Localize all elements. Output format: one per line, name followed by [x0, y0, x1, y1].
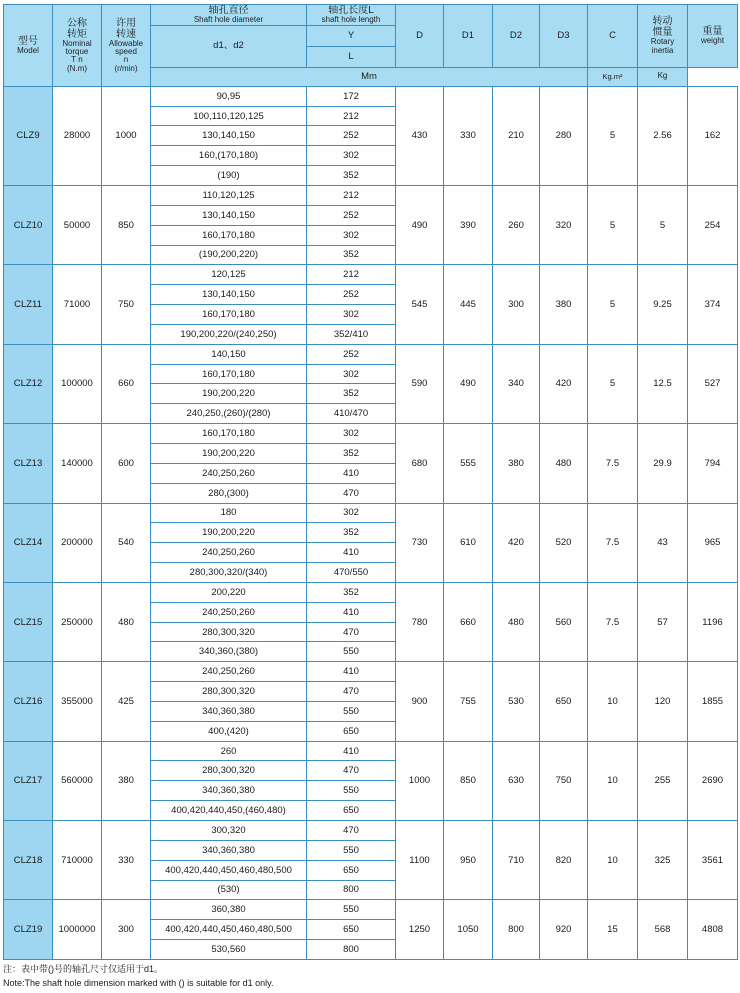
weight-cell: 254 — [688, 186, 738, 265]
D1-cell: 330 — [444, 86, 493, 185]
shaft-diameter-cell: 400,420,440,450,460,480,500 — [151, 920, 307, 940]
D-cell: 1250 — [396, 900, 444, 960]
shaft-diameter-cell: 160,170,180 — [151, 305, 307, 325]
torque-cell: 1000000 — [53, 900, 102, 960]
shaft-length-cell: 302 — [307, 424, 396, 444]
shaft-length-cell: 470 — [307, 682, 396, 702]
table-row — [4, 186, 738, 206]
shaft-length-cell: 550 — [307, 642, 396, 662]
shaft-length-cell: 470 — [307, 622, 396, 642]
shaft-length-cell: 212 — [307, 265, 396, 285]
D2-cell: 380 — [493, 424, 540, 503]
inertia-cell: 120 — [638, 662, 688, 741]
note-en: Note:The shaft hole dimension marked with () is suitable for d1 only. — [3, 978, 274, 988]
model-cell: CLZ12 — [4, 344, 53, 423]
shaft-length-cell: 550 — [307, 781, 396, 801]
shaft-diameter-cell: 280,300,320 — [151, 682, 307, 702]
shaft-diameter-cell: 400,(420) — [151, 721, 307, 741]
shaft-length-cell: 252 — [307, 344, 396, 364]
shaft-length-cell: 352 — [307, 166, 396, 186]
D3-cell: 650 — [540, 662, 588, 741]
inertia-cell: 255 — [638, 741, 688, 820]
length-y-subheader: Y — [307, 25, 396, 46]
D3-cell: 420 — [540, 344, 588, 423]
shaft-length-cell: 470 — [307, 761, 396, 781]
shaft-length-cell: 212 — [307, 106, 396, 126]
shaft-diameter-cell: 280,(300) — [151, 483, 307, 503]
table-row — [4, 662, 738, 682]
D2-cell: 800 — [493, 900, 540, 960]
D1-cell: 950 — [444, 821, 493, 900]
shaft-length-cell: 302 — [307, 305, 396, 325]
weight-cell: 162 — [688, 86, 738, 185]
shaft-diameter-cell: 280,300,320 — [151, 761, 307, 781]
torque-cell: 71000 — [53, 265, 102, 344]
D3-cell: 750 — [540, 741, 588, 820]
col-D-header: D — [396, 5, 444, 68]
shaft-length-cell: 410 — [307, 662, 396, 682]
shaft-diameter-cell: 240,250,(260)/(280) — [151, 404, 307, 424]
D1-cell: 490 — [444, 344, 493, 423]
unit-inertia: Kg.m² — [588, 67, 638, 86]
shaft-length-cell: 550 — [307, 840, 396, 860]
D-cell: 730 — [396, 503, 444, 582]
D-cell: 1000 — [396, 741, 444, 820]
shaft-diameter-cell: 280,300,320/(340) — [151, 563, 307, 583]
D-cell: 590 — [396, 344, 444, 423]
model-cell: CLZ10 — [4, 186, 53, 265]
speed-cell: 300 — [102, 900, 151, 960]
D3-cell: 380 — [540, 265, 588, 344]
shaft-diameter-cell: 280,300,320 — [151, 622, 307, 642]
shaft-diameter-cell: 300,320 — [151, 821, 307, 841]
inertia-cell: 29.9 — [638, 424, 688, 503]
shaft-diameter-cell: 160,170,180 — [151, 364, 307, 384]
table-row — [4, 503, 738, 523]
C-cell: 15 — [588, 900, 638, 960]
D2-cell: 420 — [493, 503, 540, 582]
shaft-length-cell: 800 — [307, 940, 396, 960]
col-D3-header: D3 — [540, 5, 588, 68]
weight-cell: 1196 — [688, 582, 738, 661]
torque-cell: 250000 — [53, 582, 102, 661]
D-cell: 545 — [396, 265, 444, 344]
shaft-length-cell: 550 — [307, 701, 396, 721]
D2-cell: 340 — [493, 344, 540, 423]
weight-cell: 527 — [688, 344, 738, 423]
shaft-length-cell: 650 — [307, 801, 396, 821]
col-speed-header: 许用 转速 Allowable speed n (r/min) — [102, 5, 151, 87]
shaft-diameter-cell: (190,200,220) — [151, 245, 307, 265]
shaft-diameter-cell: 530,560 — [151, 940, 307, 960]
shaft-length-cell: 302 — [307, 146, 396, 166]
shaft-length-cell: 352 — [307, 523, 396, 543]
col-length-header: 轴孔长度L shaft hole length — [307, 5, 396, 26]
col-D1-header: D1 — [444, 5, 493, 68]
D1-cell: 610 — [444, 503, 493, 582]
D3-cell: 520 — [540, 503, 588, 582]
shaft-diameter-cell: 340,360,380 — [151, 701, 307, 721]
shaft-diameter-cell: (190) — [151, 166, 307, 186]
shaft-length-cell: 252 — [307, 285, 396, 305]
table-row — [4, 424, 738, 444]
C-cell: 10 — [588, 741, 638, 820]
shaft-diameter-cell: 400,420,440,450,460,480,500 — [151, 860, 307, 880]
shaft-diameter-cell: 260 — [151, 741, 307, 761]
shaft-diameter-cell: 240,250,260 — [151, 602, 307, 622]
shaft-diameter-cell: 360,380 — [151, 900, 307, 920]
shaft-diameter-cell: 190,200,220/(240,250) — [151, 324, 307, 344]
unit-weight: Kg — [638, 67, 688, 86]
shaft-diameter-cell: 190,200,220 — [151, 384, 307, 404]
shaft-diameter-cell: 240,250,260 — [151, 662, 307, 682]
torque-cell: 355000 — [53, 662, 102, 741]
shaft-length-cell: 410 — [307, 602, 396, 622]
table-notes — [3, 962, 273, 990]
shaft-length-cell: 410 — [307, 463, 396, 483]
D1-cell: 390 — [444, 186, 493, 265]
shaft-diameter-cell: (530) — [151, 880, 307, 900]
shaft-diameter-cell: 400,420,440,450,(460,480) — [151, 801, 307, 821]
D-cell: 900 — [396, 662, 444, 741]
inertia-cell: 57 — [638, 582, 688, 661]
shaft-length-cell: 352 — [307, 582, 396, 602]
shaft-length-cell: 352 — [307, 443, 396, 463]
table-row — [4, 900, 738, 920]
shaft-length-cell: 410 — [307, 741, 396, 761]
shaft-diameter-cell: 120,125 — [151, 265, 307, 285]
shaft-length-cell: 252 — [307, 126, 396, 146]
torque-cell: 560000 — [53, 741, 102, 820]
D1-cell: 445 — [444, 265, 493, 344]
shaft-diameter-cell: 240,250,260 — [151, 543, 307, 563]
torque-cell: 710000 — [53, 821, 102, 900]
speed-cell: 425 — [102, 662, 151, 741]
inertia-cell: 12.5 — [638, 344, 688, 423]
C-cell: 5 — [588, 186, 638, 265]
torque-cell: 200000 — [53, 503, 102, 582]
col-torque-header: 公称 转矩 Nominal torque T n (N.m) — [53, 5, 102, 87]
speed-cell: 850 — [102, 186, 151, 265]
speed-cell: 540 — [102, 503, 151, 582]
shaft-length-cell: 650 — [307, 721, 396, 741]
col-inertia-header: 转动 惯量 Rotary inertia — [638, 5, 688, 68]
D2-cell: 480 — [493, 582, 540, 661]
shaft-length-cell: 352 — [307, 245, 396, 265]
shaft-length-cell: 352 — [307, 384, 396, 404]
table-row — [4, 821, 738, 841]
D2-cell: 630 — [493, 741, 540, 820]
model-cell: CLZ17 — [4, 741, 53, 820]
shaft-length-cell: 470 — [307, 821, 396, 841]
diameter-subheader: d1、d2 — [151, 25, 307, 67]
shaft-length-cell: 302 — [307, 364, 396, 384]
table-row — [4, 265, 738, 285]
shaft-diameter-cell: 160,170,180 — [151, 225, 307, 245]
weight-cell: 374 — [688, 265, 738, 344]
weight-cell: 965 — [688, 503, 738, 582]
speed-cell: 480 — [102, 582, 151, 661]
C-cell: 5 — [588, 344, 638, 423]
speed-cell: 330 — [102, 821, 151, 900]
shaft-diameter-cell: 130,140,150 — [151, 126, 307, 146]
speed-cell: 1000 — [102, 86, 151, 185]
D-cell: 680 — [396, 424, 444, 503]
shaft-diameter-cell: 190,200,220 — [151, 523, 307, 543]
col-C-header: C — [588, 5, 638, 68]
coupling-spec-table — [3, 4, 738, 960]
shaft-length-cell: 172 — [307, 86, 396, 106]
torque-cell: 100000 — [53, 344, 102, 423]
shaft-length-cell: 470/550 — [307, 563, 396, 583]
model-cell: CLZ11 — [4, 265, 53, 344]
inertia-cell: 5 — [638, 186, 688, 265]
D1-cell: 1050 — [444, 900, 493, 960]
D3-cell: 320 — [540, 186, 588, 265]
inertia-cell: 9.25 — [638, 265, 688, 344]
D3-cell: 280 — [540, 86, 588, 185]
D-cell: 490 — [396, 186, 444, 265]
shaft-length-cell: 410 — [307, 543, 396, 563]
weight-cell: 2690 — [688, 741, 738, 820]
shaft-length-cell: 352/410 — [307, 324, 396, 344]
shaft-length-cell: 252 — [307, 205, 396, 225]
shaft-diameter-cell: 140,150 — [151, 344, 307, 364]
C-cell: 5 — [588, 86, 638, 185]
C-cell: 5 — [588, 265, 638, 344]
inertia-cell: 325 — [638, 821, 688, 900]
table-row — [4, 582, 738, 602]
D1-cell: 850 — [444, 741, 493, 820]
shaft-diameter-cell: 240,250,260 — [151, 463, 307, 483]
col-model-header: 型号 Model — [4, 5, 53, 87]
D2-cell: 210 — [493, 86, 540, 185]
model-cell: CLZ14 — [4, 503, 53, 582]
col-weight-header: 重量 weight — [688, 5, 738, 68]
D-cell: 780 — [396, 582, 444, 661]
shaft-length-cell: 800 — [307, 880, 396, 900]
torque-cell: 28000 — [53, 86, 102, 185]
weight-cell: 4808 — [688, 900, 738, 960]
D1-cell: 755 — [444, 662, 493, 741]
shaft-diameter-cell: 340,360,380 — [151, 781, 307, 801]
col-diameter-header: 轴孔直径 Shaft hole diameter — [151, 5, 307, 26]
shaft-diameter-cell: 340,360,(380) — [151, 642, 307, 662]
shaft-length-cell: 470 — [307, 483, 396, 503]
speed-cell: 600 — [102, 424, 151, 503]
shaft-length-cell: 650 — [307, 860, 396, 880]
unit-mm: Mm — [151, 67, 588, 86]
weight-cell: 3561 — [688, 821, 738, 900]
D-cell: 430 — [396, 86, 444, 185]
shaft-diameter-cell: 340,360,380 — [151, 840, 307, 860]
C-cell: 7.5 — [588, 503, 638, 582]
note-zh: 注：表中带()号的轴孔尺寸仅适用于d1。 — [3, 964, 164, 974]
D3-cell: 820 — [540, 821, 588, 900]
weight-cell: 1855 — [688, 662, 738, 741]
shaft-diameter-cell: 110,120,125 — [151, 186, 307, 206]
shaft-length-cell: 410/470 — [307, 404, 396, 424]
D3-cell: 560 — [540, 582, 588, 661]
D3-cell: 480 — [540, 424, 588, 503]
shaft-diameter-cell: 180 — [151, 503, 307, 523]
torque-cell: 140000 — [53, 424, 102, 503]
D2-cell: 710 — [493, 821, 540, 900]
D1-cell: 660 — [444, 582, 493, 661]
C-cell: 7.5 — [588, 582, 638, 661]
model-cell: CLZ13 — [4, 424, 53, 503]
col-D2-header: D2 — [493, 5, 540, 68]
shaft-length-cell: 302 — [307, 503, 396, 523]
speed-cell: 660 — [102, 344, 151, 423]
shaft-diameter-cell: 190,200,220 — [151, 443, 307, 463]
shaft-length-cell: 550 — [307, 900, 396, 920]
table-row — [4, 344, 738, 364]
table-row — [4, 86, 738, 106]
C-cell: 7.5 — [588, 424, 638, 503]
model-cell: CLZ9 — [4, 86, 53, 185]
C-cell: 10 — [588, 662, 638, 741]
inertia-cell: 43 — [638, 503, 688, 582]
shaft-diameter-cell: 130,140,150 — [151, 285, 307, 305]
inertia-cell: 568 — [638, 900, 688, 960]
model-cell: CLZ15 — [4, 582, 53, 661]
D3-cell: 920 — [540, 900, 588, 960]
table-row — [4, 741, 738, 761]
shaft-diameter-cell: 160,170,180 — [151, 424, 307, 444]
model-cell: CLZ19 — [4, 900, 53, 960]
length-l-subheader: L — [307, 46, 396, 67]
shaft-length-cell: 212 — [307, 186, 396, 206]
speed-cell: 380 — [102, 741, 151, 820]
D1-cell: 555 — [444, 424, 493, 503]
shaft-diameter-cell: 200,220 — [151, 582, 307, 602]
C-cell: 10 — [588, 821, 638, 900]
weight-cell: 794 — [688, 424, 738, 503]
shaft-diameter-cell: 160,(170,180) — [151, 146, 307, 166]
shaft-length-cell: 302 — [307, 225, 396, 245]
D-cell: 1100 — [396, 821, 444, 900]
shaft-length-cell: 650 — [307, 920, 396, 940]
D2-cell: 530 — [493, 662, 540, 741]
speed-cell: 750 — [102, 265, 151, 344]
model-cell: CLZ18 — [4, 821, 53, 900]
shaft-diameter-cell: 90,95 — [151, 86, 307, 106]
shaft-diameter-cell: 130,140,150 — [151, 205, 307, 225]
D2-cell: 300 — [493, 265, 540, 344]
model-cell: CLZ16 — [4, 662, 53, 741]
inertia-cell: 2.56 — [638, 86, 688, 185]
shaft-diameter-cell: 100,110,120,125 — [151, 106, 307, 126]
torque-cell: 50000 — [53, 186, 102, 265]
D2-cell: 260 — [493, 186, 540, 265]
